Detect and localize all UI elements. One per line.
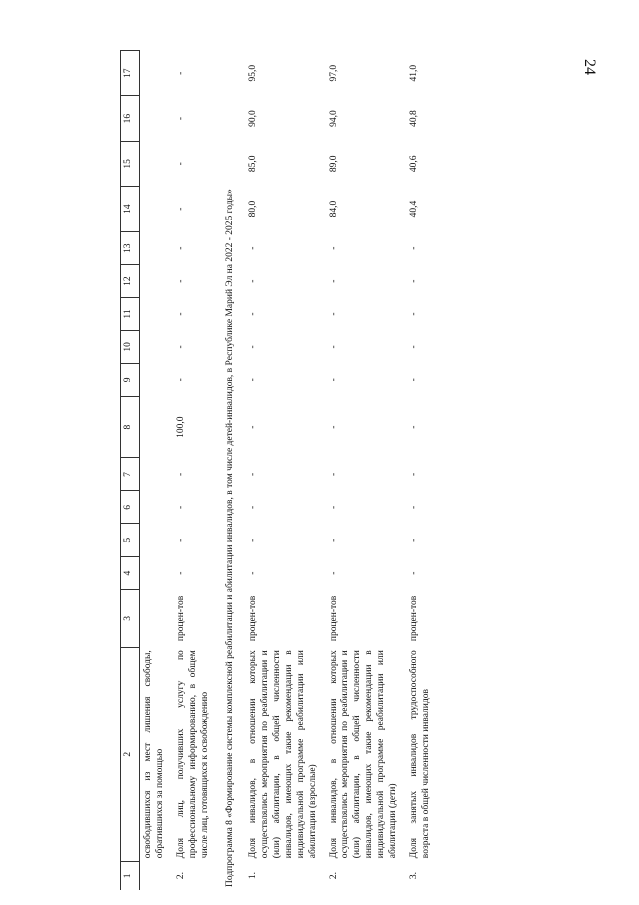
column-header-1: 1 xyxy=(121,861,140,890)
column-header-5: 5 xyxy=(121,524,140,557)
column-header-11: 11 xyxy=(121,298,140,331)
value-cell xyxy=(140,265,173,298)
value-cell: - xyxy=(328,472,339,477)
value-cell: - xyxy=(248,279,259,283)
value-cell xyxy=(140,51,173,96)
value-cell: - xyxy=(328,312,339,316)
value-cell: - xyxy=(408,378,419,382)
value-cell xyxy=(140,363,173,396)
value-cell: - xyxy=(248,538,259,542)
column-header-14: 14 xyxy=(121,186,140,231)
column-header-2: 2 xyxy=(121,647,140,861)
unit-of-measure xyxy=(140,590,173,648)
value-cell: - xyxy=(175,207,186,211)
subprogram-row xyxy=(217,51,245,891)
value-cell: - xyxy=(175,312,186,316)
value-cell: - xyxy=(408,425,419,429)
table-row xyxy=(173,51,218,891)
value-cell xyxy=(140,298,173,331)
subprogram-title: Подпрограмма 8 «Формирование системы комплексной реабилитации и абилитации инвалидов, в том числе детей-инвалидов, в Республике Марий Эл на 2022 - 2025 годы» xyxy=(225,189,236,887)
unit-of-measure: процен-тов xyxy=(408,595,419,642)
value-cell: - xyxy=(248,312,259,316)
column-header-9: 9 xyxy=(121,363,140,396)
value-cell: - xyxy=(328,505,339,509)
value-cell: - xyxy=(408,505,419,509)
value-cell: - xyxy=(175,246,186,250)
table-row xyxy=(140,51,173,891)
value-cell: - xyxy=(408,538,419,542)
value-cell: - xyxy=(175,378,186,382)
value-cell xyxy=(140,330,173,363)
value-cell: 85,0 xyxy=(248,155,259,173)
value-cell: 94,0 xyxy=(328,110,339,127)
column-header-16: 16 xyxy=(121,96,140,141)
value-cell: - xyxy=(175,162,186,166)
value-cell: - xyxy=(175,472,186,477)
column-header-row xyxy=(121,51,140,891)
value-cell: - xyxy=(248,378,259,382)
table-row xyxy=(406,51,439,891)
value-cell: - xyxy=(408,279,419,283)
value-cell: 100,0 xyxy=(175,416,186,438)
value-cell xyxy=(140,186,173,231)
value-cell xyxy=(140,396,173,458)
value-cell: - xyxy=(175,505,186,509)
value-cell: 80,0 xyxy=(248,200,259,218)
indicators-table xyxy=(120,50,439,890)
value-cell: 40,6 xyxy=(408,155,419,173)
value-cell: 95,0 xyxy=(248,64,259,82)
value-cell: - xyxy=(248,472,259,477)
row-number: 2. xyxy=(328,872,339,880)
value-cell xyxy=(140,524,173,557)
unit-of-measure: процен-тов xyxy=(248,595,259,642)
column-header-3: 3 xyxy=(121,590,140,648)
value-cell xyxy=(140,96,173,141)
value-cell: - xyxy=(328,571,339,575)
value-cell: - xyxy=(408,472,419,477)
column-header-10: 10 xyxy=(121,330,140,363)
value-cell: - xyxy=(328,279,339,283)
indicator-name: Доля инвалидов, в отношении которых осуществлялись мероприятия по реабилитации и (или) абилитации, в общей численности инвалидов, имеющих такие рекомендации в индивидуальной программе реабилитации или абилитации (дети) xyxy=(328,650,398,859)
value-cell: - xyxy=(328,345,339,349)
indicator-name: освободившихся из мест лишения свободы, обратившихся за помощью xyxy=(143,650,165,859)
unit-of-measure: процен-тов xyxy=(175,595,186,642)
rotated-table-sheet xyxy=(120,50,630,890)
column-header-4: 4 xyxy=(121,557,140,590)
value-cell: - xyxy=(248,505,259,509)
row-number: 2. xyxy=(175,872,186,880)
value-cell: 90,0 xyxy=(248,110,259,127)
value-cell: 89,0 xyxy=(328,155,339,173)
value-cell: 40,4 xyxy=(408,200,419,218)
value-cell: - xyxy=(328,425,339,429)
value-cell: - xyxy=(328,378,339,382)
indicator-name: Доля занятых инвалидов трудоспособного возраста в общей численности инвалидов xyxy=(408,650,431,859)
value-cell: - xyxy=(175,279,186,283)
value-cell xyxy=(140,232,173,265)
table-row xyxy=(326,51,406,891)
value-cell: - xyxy=(328,246,339,250)
value-cell: - xyxy=(175,345,186,349)
table-row xyxy=(245,51,325,891)
value-cell: - xyxy=(408,345,419,349)
value-cell: 41,0 xyxy=(408,64,419,82)
value-cell: - xyxy=(248,571,259,575)
row-number xyxy=(140,861,173,890)
value-cell: - xyxy=(248,425,259,429)
row-number: 3. xyxy=(408,872,419,880)
value-cell xyxy=(140,141,173,186)
value-cell xyxy=(140,491,173,524)
column-header-12: 12 xyxy=(121,265,140,298)
column-header-6: 6 xyxy=(121,491,140,524)
column-header-17: 17 xyxy=(121,51,140,96)
value-cell: 97,0 xyxy=(328,64,339,82)
column-header-7: 7 xyxy=(121,458,140,491)
row-number: 1. xyxy=(248,872,259,880)
value-cell: - xyxy=(175,538,186,542)
value-cell: - xyxy=(175,116,186,121)
value-cell: - xyxy=(408,312,419,316)
page-number: 24 xyxy=(581,59,598,75)
value-cell xyxy=(140,458,173,491)
value-cell: - xyxy=(248,345,259,349)
value-cell: 84,0 xyxy=(328,200,339,218)
value-cell: - xyxy=(175,71,186,75)
column-header-8: 8 xyxy=(121,396,140,458)
value-cell: - xyxy=(408,571,419,575)
value-cell: - xyxy=(408,246,419,250)
unit-of-measure: процен-тов xyxy=(328,595,339,642)
value-cell: - xyxy=(248,246,259,250)
value-cell: - xyxy=(175,571,186,575)
value-cell: 40,8 xyxy=(408,110,419,127)
indicator-name: Доля лиц, получивших услугу по профессиональному информированию, в общем числе лиц, готовящихся к освобождению xyxy=(175,650,210,859)
indicator-name: Доля инвалидов, в отношении которых осуществлялись мероприятия по реабилитации и (или) абилитации, в общей численности инвалидов, имеющих такие рекомендации в индивидуальной программе реабилитации или абилитации (взрослые) xyxy=(248,650,318,859)
column-header-13: 13 xyxy=(121,232,140,265)
column-header-15: 15 xyxy=(121,141,140,186)
value-cell: - xyxy=(328,538,339,542)
value-cell xyxy=(140,557,173,590)
